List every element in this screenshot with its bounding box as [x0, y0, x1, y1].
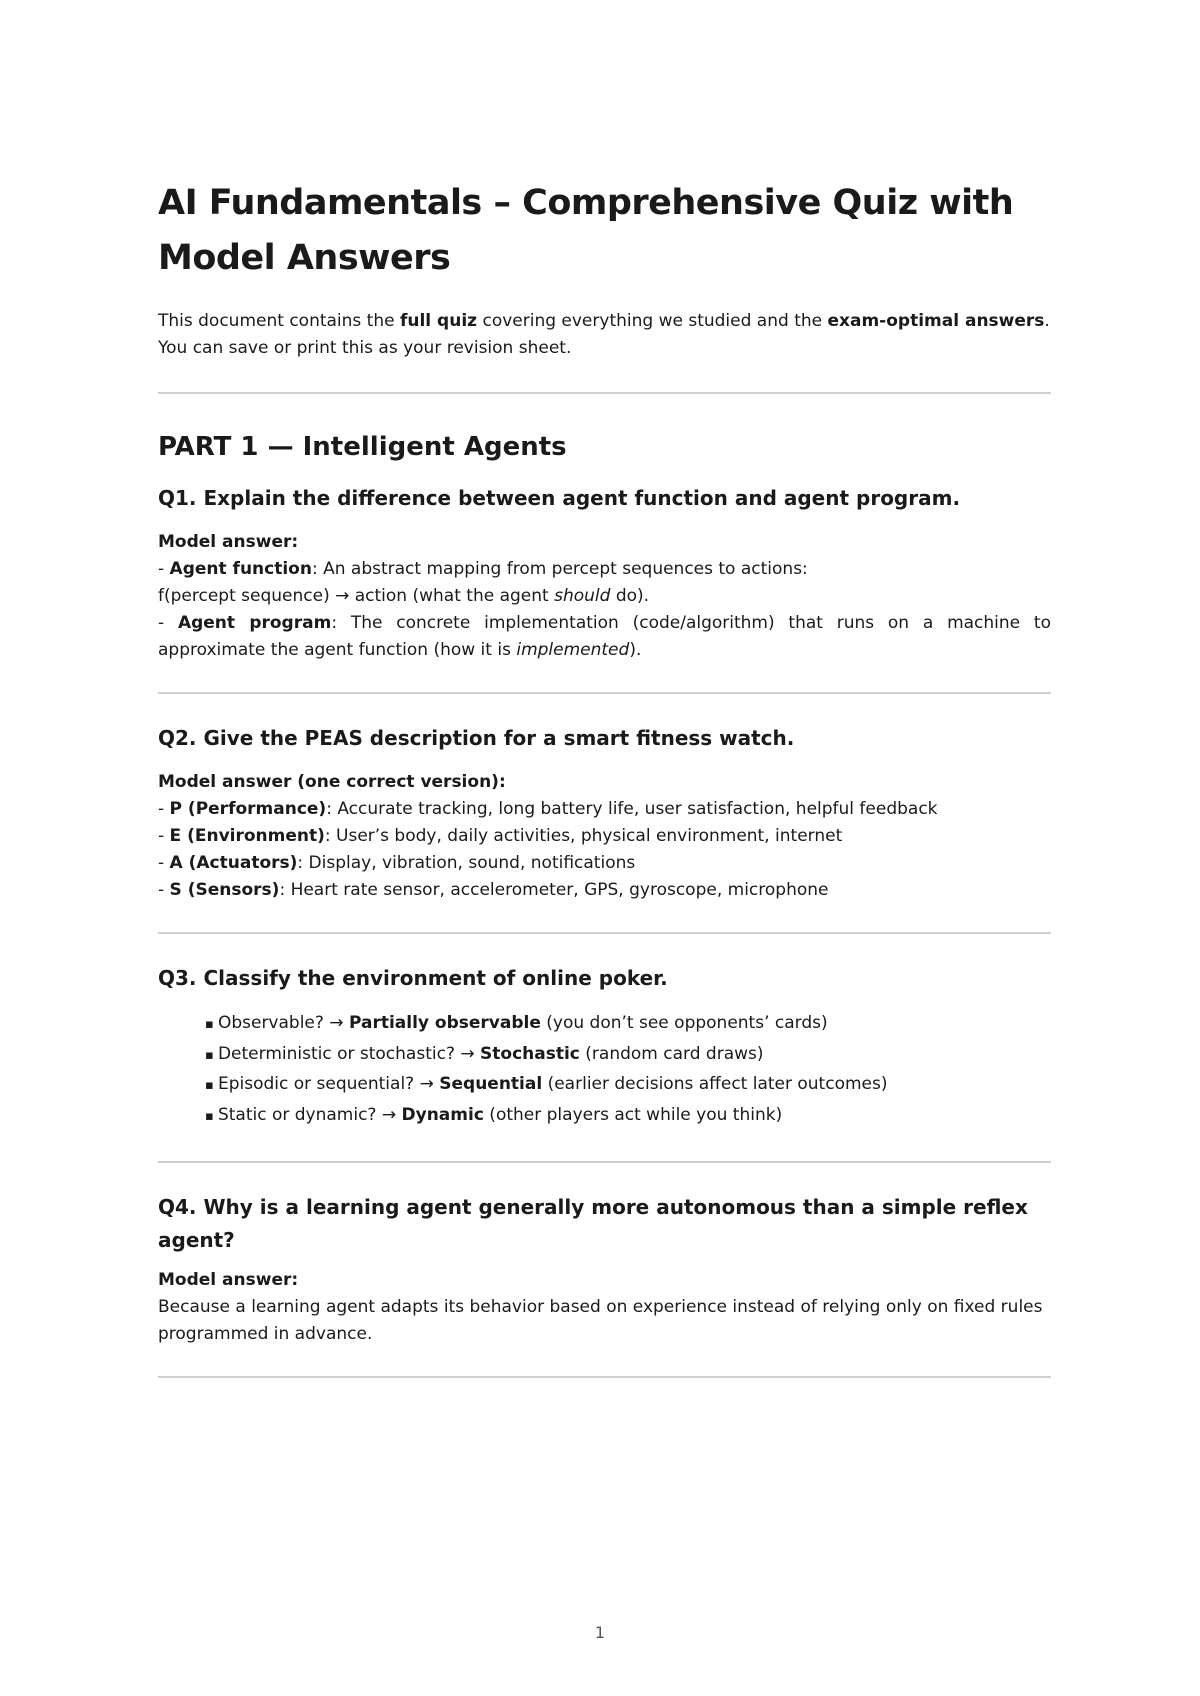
question-1	[158, 482, 1051, 664]
dash: -	[158, 559, 170, 579]
list-answer: Sequential	[439, 1074, 543, 1095]
intro-paragraph	[158, 308, 1051, 362]
peas-item	[158, 850, 1051, 877]
document-page	[158, 160, 1051, 1378]
list-answer: Dynamic	[401, 1104, 484, 1125]
peas-label: A (Actuators)	[169, 853, 298, 873]
peas-text: : Accurate tracking, long battery life, user satisfaction, helpful feedback	[326, 799, 938, 819]
dash: -	[158, 880, 170, 900]
list-question: Static or dynamic? →	[217, 1104, 402, 1125]
answer-line	[158, 556, 1051, 583]
peas-item	[158, 823, 1051, 850]
list-note: (other players act while you think)	[483, 1104, 783, 1125]
answer-text: Because a learning agent adapts its behavior based on experience instead of relying only on fixed rules programmed in advance.	[158, 1297, 1043, 1345]
answer-line	[158, 610, 1051, 664]
answer-line	[158, 583, 1051, 610]
classification-list	[158, 1009, 1051, 1131]
peas-text: : Display, vibration, sound, notifications	[297, 853, 636, 873]
intro-text: covering everything we studied and the	[477, 311, 828, 331]
question-3	[158, 962, 1051, 1131]
question-title: Q4. Why is a learning agent generally more autonomous than a simple reflex agent?	[158, 1195, 1028, 1253]
answer-label: Model answer:	[158, 1270, 299, 1291]
emphasis: implemented	[516, 640, 630, 660]
term-agent-program: Agent program	[177, 613, 332, 633]
list-question: Episodic or sequential? →	[217, 1074, 440, 1095]
dash: -	[158, 799, 170, 819]
peas-label: P (Performance)	[169, 799, 327, 819]
list-item	[205, 1040, 1051, 1071]
intro-bold-exam-optimal: exam-optimal answers	[827, 311, 1045, 331]
answer-text: f(percept sequence) → action (what the agent	[158, 586, 555, 606]
question-title: Q3. Classify the environment of online poker.	[158, 966, 668, 990]
question-2	[158, 722, 1051, 904]
peas-label: S (Sensors)	[169, 880, 280, 900]
question-title: Q2. Give the PEAS description for a smart fitness watch.	[158, 726, 795, 750]
peas-item	[158, 877, 1051, 904]
intro-text: . You can save or print this as your revision sheet.	[158, 311, 1050, 358]
answer-text: : The concrete implementation (code/algorithm) that runs on a machine to approximate the agent function (how it is	[158, 613, 1051, 660]
peas-text: : Heart rate sensor, accelerometer, GPS, gyroscope, microphone	[279, 880, 829, 900]
list-question: Observable? →	[217, 1013, 349, 1033]
peas-item	[158, 796, 1051, 823]
answer-text: ).	[629, 640, 642, 660]
list-item	[205, 1101, 1051, 1132]
list-answer: Partially observable	[348, 1013, 541, 1033]
question-title: Q1. Explain the difference between agent function and agent program.	[158, 486, 961, 510]
list-item	[205, 1009, 1051, 1040]
divider	[158, 1376, 1051, 1378]
term-agent-function: Agent function	[169, 559, 312, 579]
dash: -	[158, 613, 178, 633]
peas-label: E (Environment)	[169, 826, 325, 846]
list-answer: Stochastic	[480, 1043, 580, 1064]
answer-label: Model answer (one correct version):	[158, 772, 506, 792]
list-note: (earlier decisions affect later outcomes)	[542, 1074, 888, 1095]
divider	[158, 932, 1051, 934]
dash: -	[158, 853, 170, 873]
divider	[158, 1161, 1051, 1163]
answer-text: do).	[610, 586, 650, 606]
list-note: (random card draws)	[579, 1043, 764, 1064]
divider	[158, 392, 1051, 394]
question-4	[158, 1191, 1051, 1348]
answer-label: Model answer:	[158, 532, 299, 552]
list-note: (you don’t see opponents’ cards)	[540, 1013, 828, 1033]
divider	[158, 692, 1051, 694]
intro-bold-full-quiz: full quiz	[399, 311, 478, 331]
peas-text: : User’s body, daily activities, physical environment, internet	[324, 826, 843, 846]
page-number: 1	[594, 1623, 606, 1642]
list-question: Deterministic or stochastic? →	[217, 1043, 481, 1064]
emphasis: should	[554, 586, 611, 606]
answer-text: : An abstract mapping from percept sequences to actions:	[311, 559, 808, 579]
document-title: AI Fundamentals – Comprehensive Quiz with Model Answers	[158, 183, 1014, 278]
list-item	[205, 1070, 1051, 1101]
part-heading: PART 1 — Intelligent Agents	[158, 432, 567, 462]
intro-text: This document contains the	[158, 311, 400, 331]
dash: -	[158, 826, 170, 846]
